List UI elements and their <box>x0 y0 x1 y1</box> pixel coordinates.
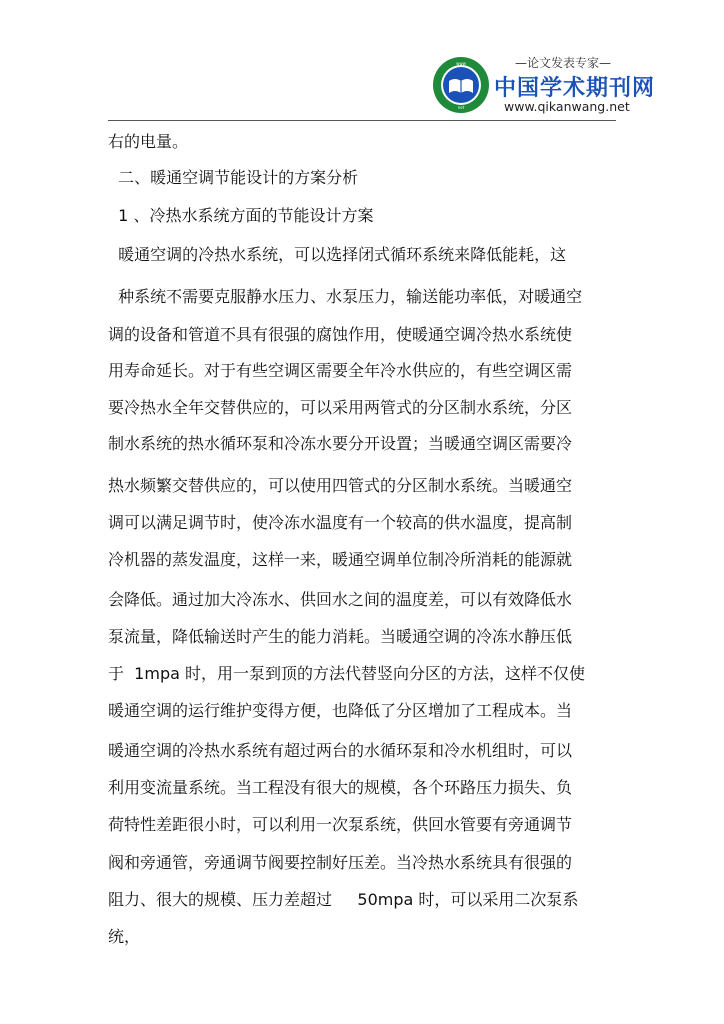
subsection-heading: 1 、冷热水系统方面的节能设计方案 <box>108 206 374 225</box>
logo-tagline: —论文发表专家— <box>514 56 611 70</box>
text-line: 要冷热水全年交替供应的，可以采用两管式的分区制水系统，分区 <box>108 398 573 417</box>
text-line: 暖通空调的冷热水系统有超过两台的水循环泵和冷水机组时，可以 <box>108 741 573 760</box>
text-line: 热水频繁交替供应的，可以使用四管式的分区制水系统。当暖通空 <box>108 476 573 495</box>
text-line: 暖通空调的冷热水系统，可以选择闭式循环系统来降低能耗，这 <box>108 245 567 264</box>
site-logo[interactable] <box>432 46 656 118</box>
text-line: 暖通空调的运行维护变得方便，也降低了分区增加了工程成本。当 <box>108 701 573 720</box>
text-line: 阀和旁通管，旁通调节阀要控制好压差。当冷热水系统具有很强的 <box>108 853 573 872</box>
text-line: 冷机器的蒸发温度，这样一来，暖通空调单位制冷所消耗的能源就 <box>108 550 573 569</box>
text-line: 于 1mpa 时，用一泵到顶的方法代替竖向分区的方法，这样不仅使 <box>108 664 585 683</box>
text-line: 阻力、很大的规模、压力差超过 50mpa 时，可以采用二次泵系 <box>108 890 579 909</box>
text-line: 右的电量。 <box>108 132 189 151</box>
svg-text:net: net <box>457 105 465 110</box>
text-line: 荷特性差距很小时，可以利用一次泵系统，供回水管要有旁通调节 <box>108 815 573 834</box>
text-line: 制水系统的热水循环泵和冷冻水要分开设置；当暖通空调区需要冷 <box>108 434 573 453</box>
text-line: 利用变流量系统。当工程没有很大的规模，各个环路压力损失、负 <box>108 778 573 797</box>
text-line: 用寿命延长。对于有些空调区需要全年冷水供应的，有些空调区需 <box>108 361 573 380</box>
text-line: 会降低。通过加大冷冻水、供回水之间的温度差，可以有效降低水 <box>108 590 573 609</box>
text-line: 调的设备和管道不具有很强的腐蚀作用，使暖通空调冷热水系统使 <box>108 325 573 344</box>
text-line: 种系统不需要克服静水压力、水泵压力，输送能功率低，对暖通空 <box>108 287 583 306</box>
logo-url[interactable]: www.qikanwang.net <box>504 99 630 114</box>
svg-text:www: www <box>456 61 466 66</box>
logo-site-name: 中国学术期刊网 <box>494 76 656 101</box>
header-divider <box>108 120 616 121</box>
text-line: 统， <box>108 927 141 946</box>
text-line: 调可以满足调节时，使冷冻水温度有一个较高的供水温度，提高制 <box>108 513 573 532</box>
book-globe-logo-icon <box>432 56 490 114</box>
section-heading: 二、暖通空调节能设计的方案分析 <box>108 168 359 187</box>
text-line: 泵流量，降低输送时产生的能力消耗。当暖通空调的冷冻水静压低 <box>108 627 573 646</box>
